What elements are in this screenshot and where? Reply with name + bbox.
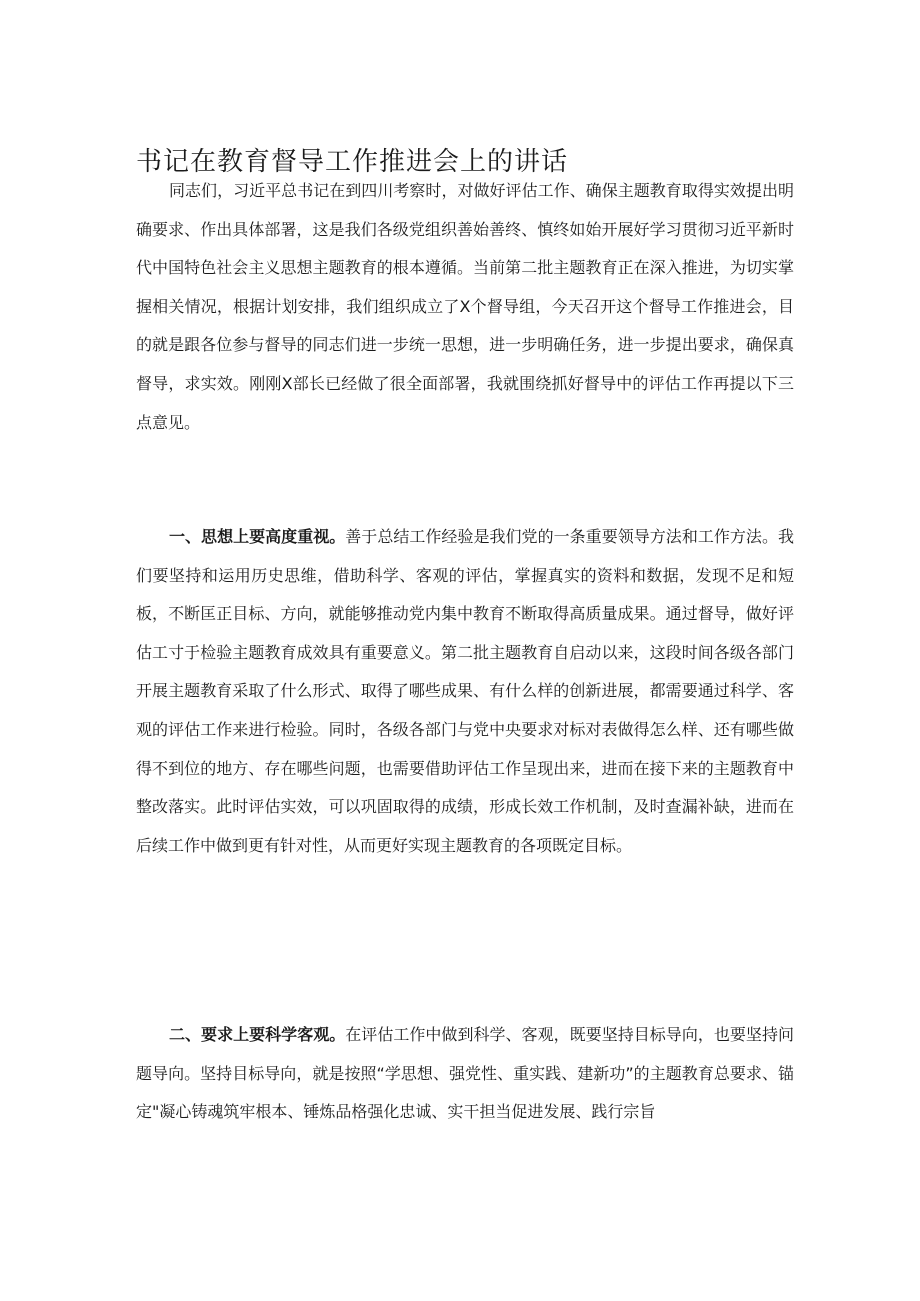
section-heading: 二、要求上要科学客观。 (169, 1025, 346, 1044)
paragraph-body: 同志们，习近平总书记在到四川考察时，对做好评估工作、确保主题教育取得实效提出明确要求、作出具体部署，这是我们各级党组织善始善终、慎终如始开展好学习贯彻习近平新时代中国特色社会主义思想主题教育的根本遵循。当前第二批主题教育正在深入推进，为切实掌握相关情况，根据计划安排，我们组织成立了X个督导组，今天召开这个督导工作推进会，目的就是跟各位参与督导的同志们进一步统一思想，进一步明确任务，进一步提出要求，确保真督导，求实效。刚刚X部长已经做了很全面部署，我就围绕抓好督导中的评估工作再提以下三点意见。 (136, 181, 794, 432)
paragraph-body: 善于总结工作经验是我们党的一条重要领导方法和工作方法。我们要坚持和运用历史思维，借助科学、客观的评估，掌握真实的资料和数据，发现不足和短板，不断匡正目标、方向，就能够推动党内集中教育不断取得高质量成果。通过督导，做好评估工寸于检验主题教育成效具有重要意义。第二批主题教育自启动以来，这段时间各级各部门开展主题教育采取了什么形式、取得了哪些成果、有什么样的创新进展，都需要通过科学、客观的评估工作来进行检验。同时，各级各部门与党中央要求对标对表做得怎么样、还有哪些做得不到位的地方、存在哪些问题，也需要借助评估工作呈现出来，进而在接下来的主题教育中整改落实。此时评估实效，可以巩固取得的成绩，形成长效工作机制，及时查漏补缺，进而在后续工作中做到更有针对性，从而更好实现主题教育的各项既定目标。 (136, 527, 794, 855)
paragraph-section-two (136, 1016, 794, 1132)
paragraph-section-one (136, 518, 794, 865)
paragraph-body: 在评估工作中做到科学、客观，既要坚持目标导向，也要坚持问题导向。坚持目标导向，就是按照“学思想、强党性、重实践、建新功”的主题教育总要求、锚定"凝心铸魂筑牢根本、锤炼品格强化忠诚、实干担当促进发展、践行宗旨 (136, 1025, 794, 1122)
paragraph-opening (136, 172, 794, 442)
document-title: 书记在教育督导工作推进会上的讲话 (136, 147, 569, 177)
section-heading: 一、思想上要高度重视。 (169, 527, 346, 546)
